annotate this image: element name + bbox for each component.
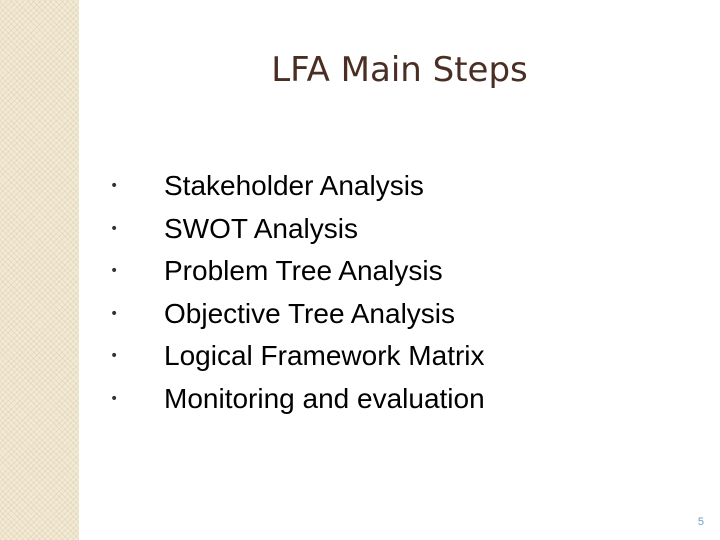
bullet-text: Stakeholder Analysis <box>164 170 424 201</box>
list-item <box>110 293 670 336</box>
bullet-text: SWOT Analysis <box>164 212 358 244</box>
bullet-text: Problem Tree Analysis <box>164 255 443 286</box>
bullet-text: Objective Tree Analysis <box>164 297 456 329</box>
bullet-icon: • <box>110 263 119 279</box>
bullet-icon: • <box>110 348 119 364</box>
decorative-side-band <box>0 0 79 540</box>
bullet-list <box>110 165 670 420</box>
slide-title: LFA Main Steps <box>271 50 528 90</box>
page-number: 5 <box>697 516 704 528</box>
list-item <box>110 250 670 293</box>
list-item <box>110 335 670 378</box>
list-item <box>110 208 670 251</box>
list-item <box>110 378 670 421</box>
bullet-text: Logical Framework Matrix <box>164 340 485 371</box>
bullet-icon: • <box>110 178 119 194</box>
list-item <box>110 165 670 208</box>
bullet-text: Monitoring and evaluation <box>164 382 485 414</box>
bullet-icon: • <box>110 220 119 237</box>
bullet-icon: • <box>110 305 119 322</box>
bullet-icon: • <box>110 390 119 407</box>
